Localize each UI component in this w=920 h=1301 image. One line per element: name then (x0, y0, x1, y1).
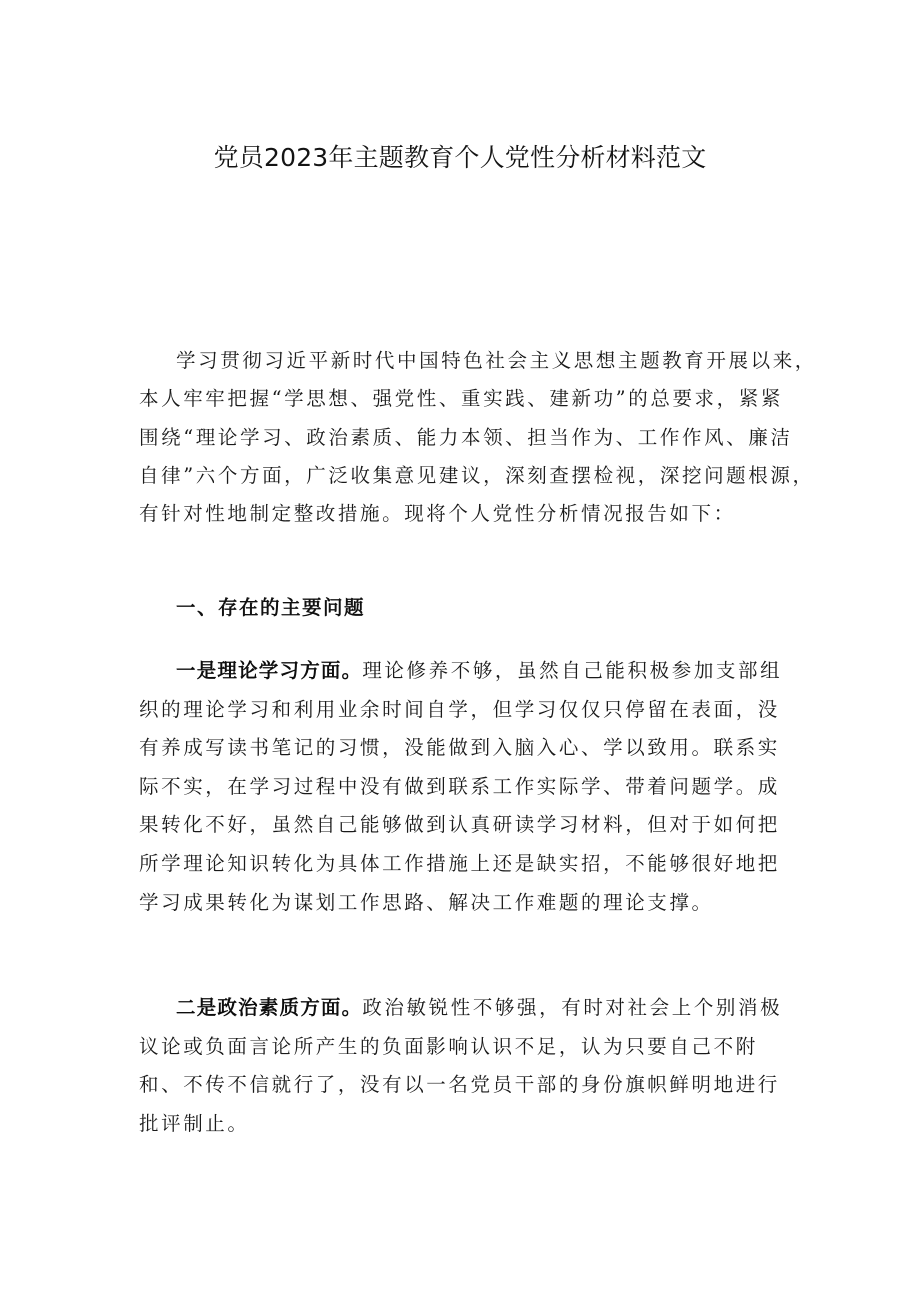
item-line: 和、不传不信就行了，没有以一名党员干部的身份旗帜鲜明地进行 (139, 1073, 780, 1097)
intro-line: 学习贯彻习近平新时代中国特色社会主义思想主题教育开展以来， (176, 349, 817, 372)
document-title: 党员2023年主题教育个人党性分析材料范文 (213, 143, 707, 172)
item-line: 议论或负面言论所产生的负面影响认识不足，认为只要自己不附 (139, 1034, 758, 1058)
intro-line: 本人牢牢把握“学思想、强党性、重实践、建新功”的总要求，紧紧 (139, 387, 783, 411)
item-lead: 一是理论学习方面。 (176, 659, 363, 682)
item-first-line (139, 652, 819, 691)
item-line: 织的理论学习和利用业余时间自学，但学习仅仅只停留在表面，没 (139, 697, 780, 721)
intro-line: 围绕“理论学习、政治素质、能力本领、担当作为、工作作风、廉洁 (139, 425, 793, 449)
item-line: 批评制止。 (139, 1111, 250, 1135)
item-first-line (139, 989, 819, 1028)
section-heading: 一、存在的主要问题 (176, 596, 366, 619)
item-line: 果转化不好，虽然自己能够做到认真研读学习材料，但对于如何把 (139, 813, 780, 837)
intro-paragraph (139, 342, 819, 533)
problem-item-theory-study (139, 652, 819, 922)
item-first-line-text: 政治敏锐性不够强，有时对社会上个别消极 (362, 996, 783, 1019)
item-first-line-text: 理论修养不够，虽然自己能积极参加支部组 (362, 659, 783, 682)
problem-item-political-quality (139, 989, 819, 1143)
item-line: 际不实，在学习过程中没有做到联系工作实际学、带着问题学。成 (139, 774, 780, 798)
intro-line: 自律”六个方面，广泛收集意见建议，深刻查摆检视，深挖问题根源， (139, 463, 815, 487)
intro-line: 有针对性地制定整改措施。现将个人党性分析情况报告如下： (139, 502, 736, 526)
item-line: 所学理论知识转化为具体工作措施上还是缺实招，不能够很好地把 (139, 851, 780, 875)
item-line: 学习成果转化为谋划工作思路、解决工作难题的理论支撑。 (139, 890, 714, 914)
item-line: 有养成写读书笔记的习惯，没能做到入脑入心、学以致用。联系实 (139, 736, 780, 760)
item-lead: 二是政治素质方面。 (176, 996, 363, 1019)
